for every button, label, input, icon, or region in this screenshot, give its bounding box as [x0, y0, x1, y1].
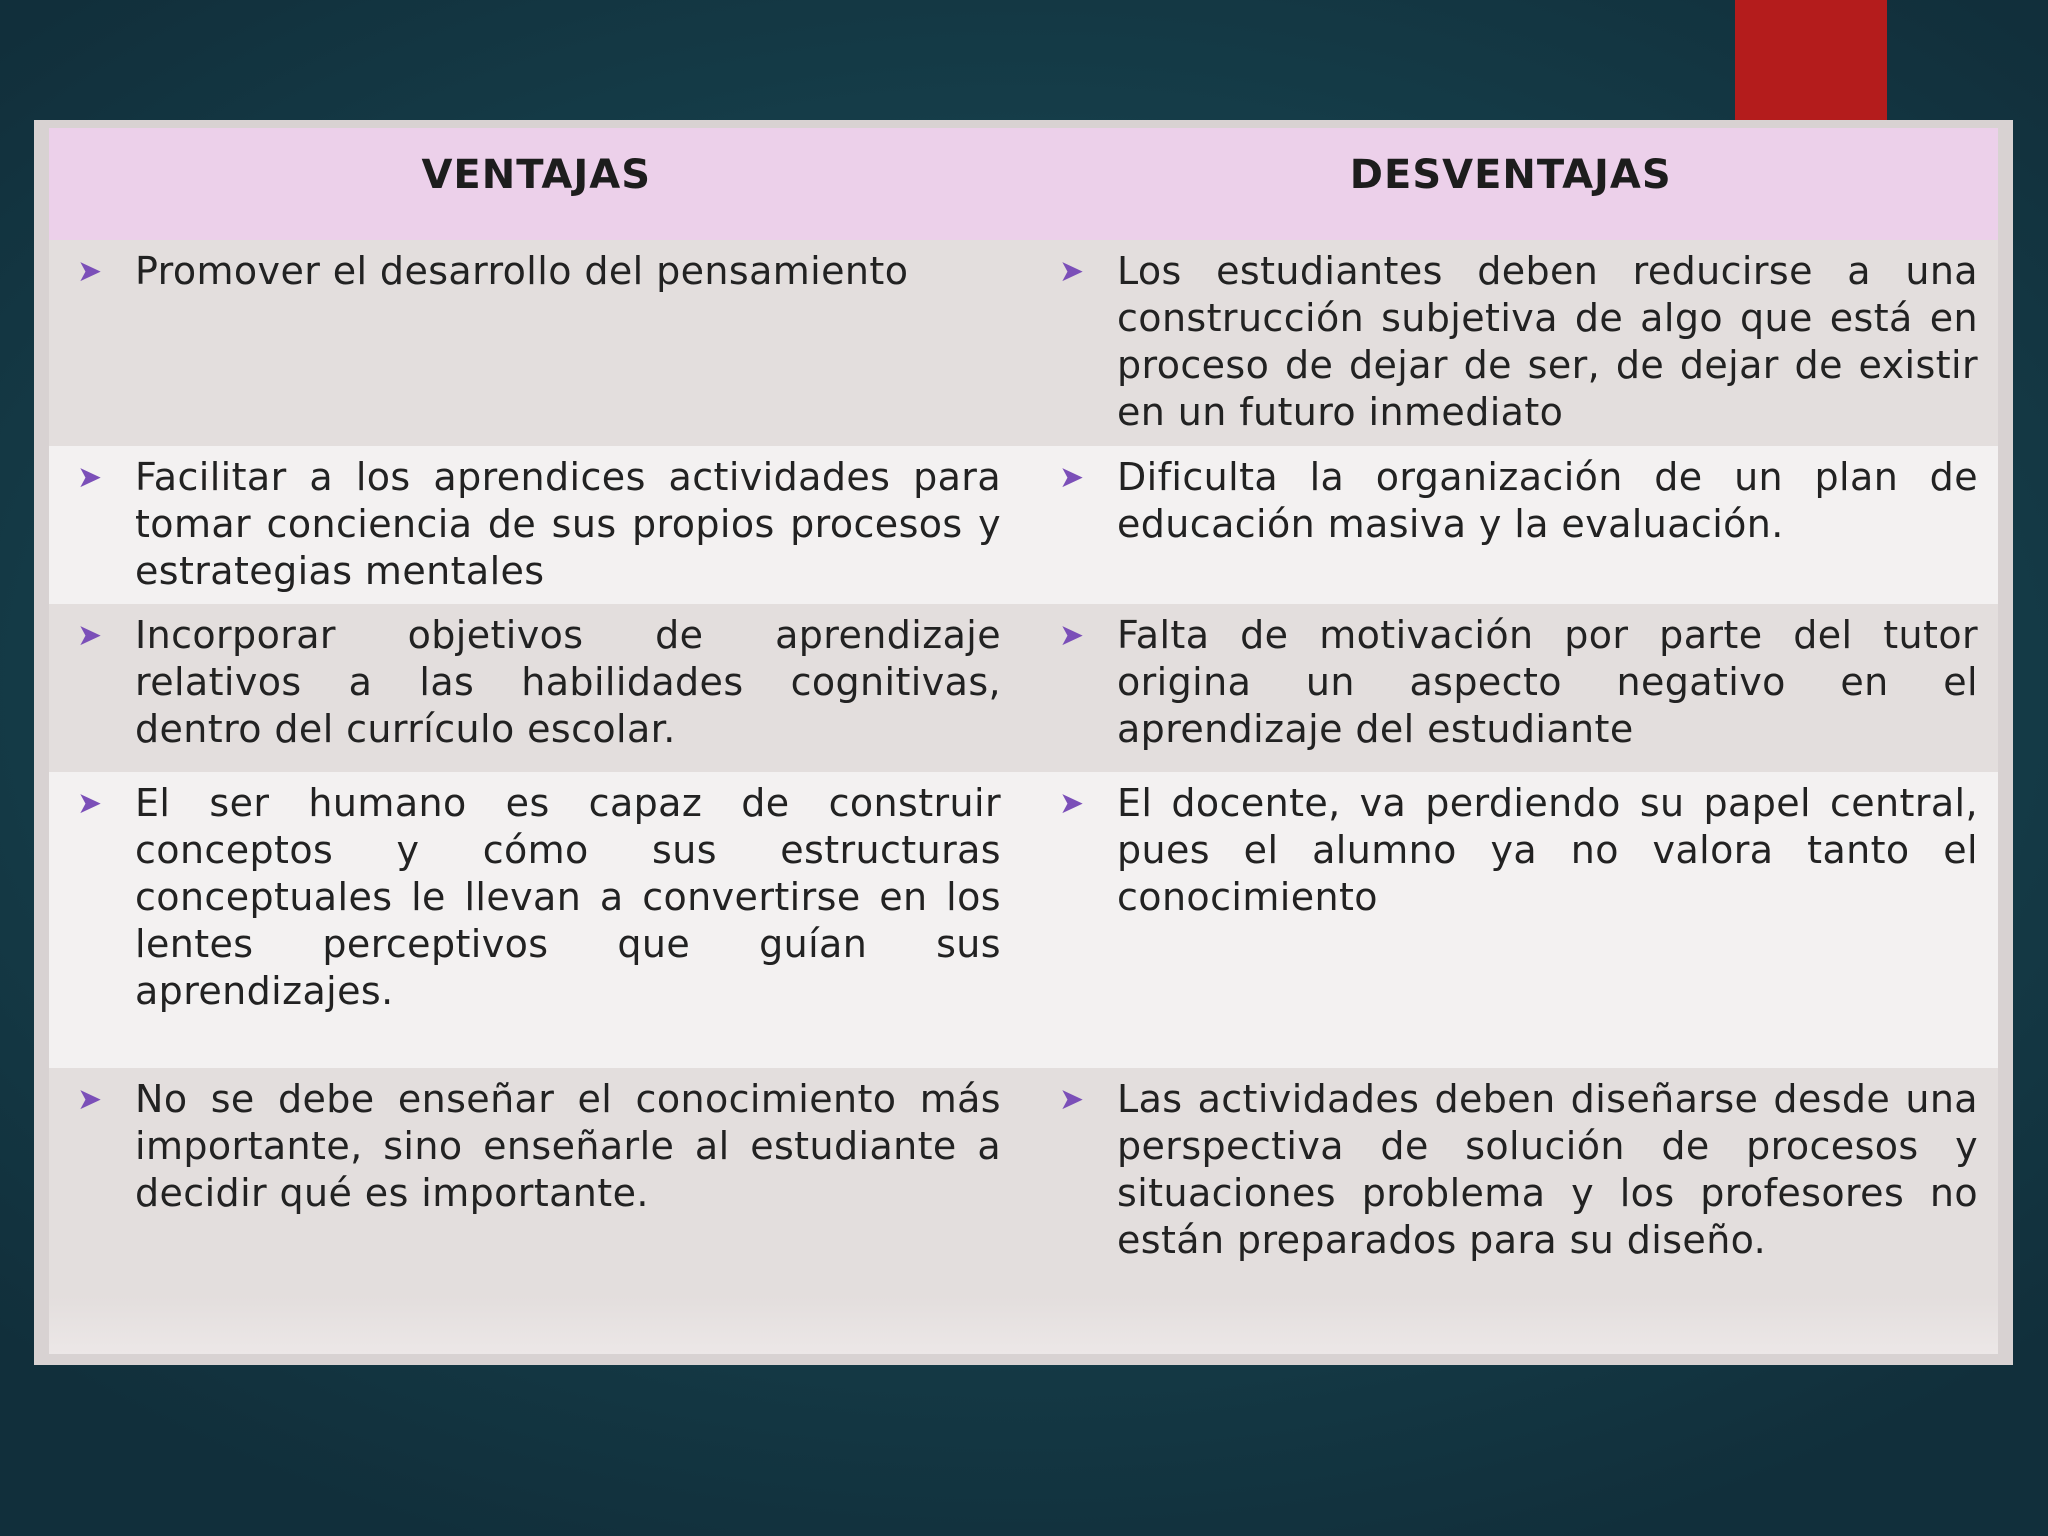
arrowhead-bullet-icon: ➤ — [77, 254, 103, 289]
red-accent-block — [1735, 0, 1887, 120]
ventaja-cell — [49, 772, 1039, 1068]
table-header-row — [49, 128, 1998, 240]
table-row — [49, 604, 1998, 772]
header-desventajas: DESVENTAJAS — [1349, 152, 1672, 198]
desventaja-text: Las actividades deben diseñarse desde una perspectiva de solución de procesos y situaciones problema y los profesores no están preparados para su diseño. — [1117, 1077, 1978, 1262]
table-row — [49, 1068, 1998, 1354]
desventaja-text: Falta de motivación por parte del tutor origina un aspecto negativo en el aprendizaje del estudiante — [1117, 613, 1978, 751]
arrowhead-bullet-icon: ➤ — [1059, 254, 1085, 289]
ventaja-cell — [49, 1068, 1039, 1354]
ventaja-cell — [49, 446, 1039, 604]
table-row — [49, 772, 1998, 1068]
arrowhead-bullet-icon: ➤ — [77, 460, 103, 495]
arrowhead-bullet-icon: ➤ — [77, 1082, 103, 1117]
desventaja-text: Dificulta la organización de un plan de educación masiva y la evaluación. — [1117, 455, 1978, 546]
ventaja-text: Promover el desarrollo del pensamiento — [135, 249, 909, 293]
ventaja-cell — [49, 240, 1039, 446]
header-ventajas: VENTAJAS — [421, 152, 652, 198]
ventaja-text: Incorporar objetivos de aprendizaje relativos a las habilidades cognitivas, dentro del currículo escolar. — [135, 613, 1001, 751]
desventaja-text: Los estudiantes deben reducirse a una construcción subjetiva de algo que está en proceso de dejar de ser, de dejar de existir en un futuro inmediato — [1117, 249, 1978, 434]
arrowhead-bullet-icon: ➤ — [77, 618, 103, 653]
desventaja-cell — [1039, 240, 1998, 446]
arrowhead-bullet-icon: ➤ — [1059, 460, 1085, 495]
desventaja-cell — [1039, 772, 1998, 1068]
arrowhead-bullet-icon: ➤ — [77, 786, 103, 821]
arrowhead-bullet-icon: ➤ — [1059, 618, 1085, 653]
table-body — [49, 128, 1998, 1354]
desventaja-text: El docente, va perdiendo su papel central, pues el alumno ya no valora tanto el conocimiento — [1117, 781, 1978, 919]
arrowhead-bullet-icon: ➤ — [1059, 786, 1085, 821]
ventaja-text: No se debe enseñar el conocimiento más importante, sino enseñarle al estudiante a decidir qué es importante. — [135, 1077, 1001, 1215]
ventaja-text: Facilitar a los aprendices actividades para tomar conciencia de sus propios procesos y estrategias mentales — [135, 455, 1001, 593]
comparison-table — [34, 120, 2013, 1365]
table-row — [49, 240, 1998, 446]
ventaja-cell — [49, 604, 1039, 772]
arrowhead-bullet-icon: ➤ — [1059, 1082, 1085, 1117]
desventaja-cell — [1039, 604, 1998, 772]
ventaja-text: El ser humano es capaz de construir conceptos y cómo sus estructuras conceptuales le llevan a convertirse en los lentes perceptivos que guían sus aprendizajes. — [135, 781, 1001, 1013]
desventaja-cell — [1039, 446, 1998, 604]
table-row — [49, 446, 1998, 604]
desventaja-cell — [1039, 1068, 1998, 1354]
